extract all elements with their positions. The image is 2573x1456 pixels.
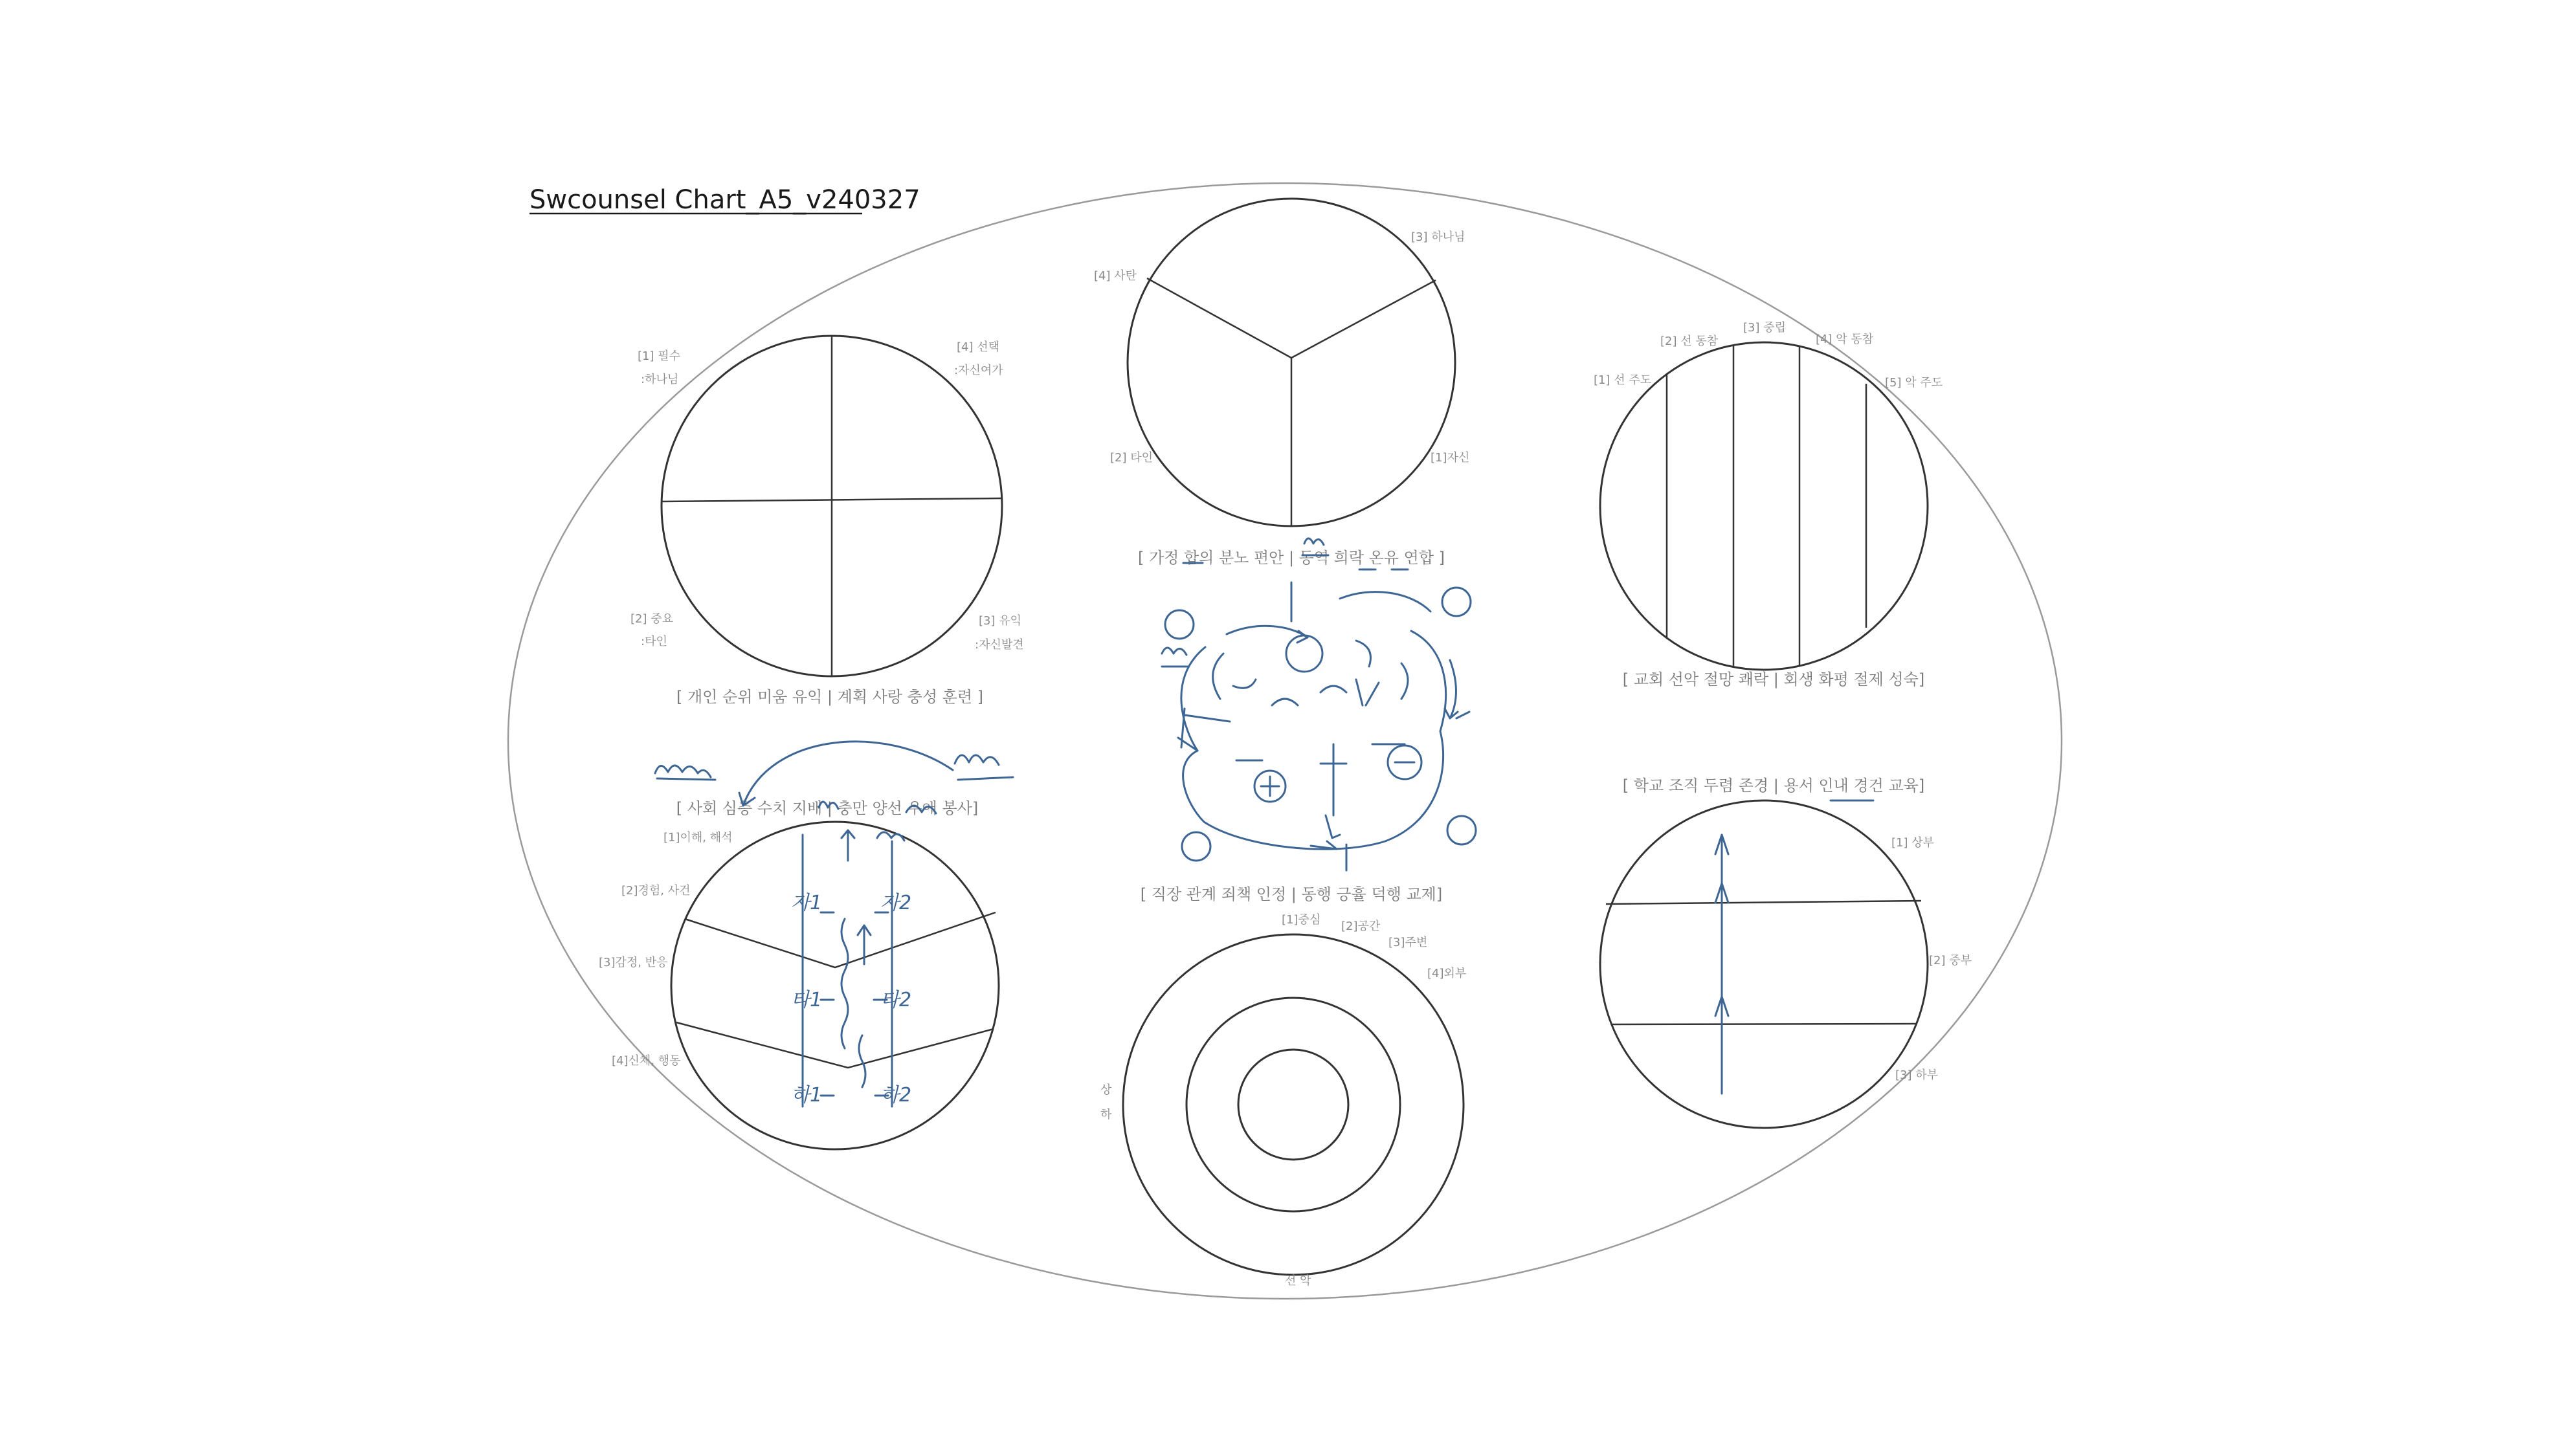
label-center: [1]중심 (1282, 913, 1321, 927)
ink-text-self-1: 자1 (791, 892, 823, 914)
ink-circle-center (1286, 635, 1322, 672)
ink-dashes-center (1236, 744, 1405, 760)
tier-circle (1600, 800, 1928, 1128)
chevron-circle (671, 822, 999, 1149)
label-others: [2] 타인 (1110, 451, 1153, 465)
ink-vertical-arrow (841, 830, 854, 861)
label-god: :하나님 (641, 373, 679, 386)
ink-hook-right (1356, 641, 1408, 699)
ink-bottom-arrow (1311, 841, 1337, 849)
ink-num-circle-3 (1447, 816, 1476, 844)
label-good-participate: [2] 선 동참 (1660, 335, 1719, 348)
label-others: :타인 (641, 635, 667, 648)
ink-num-circle-2 (1182, 832, 1210, 861)
caption-top-left: [ 개인 순위 미움 유익 | 계획 사랑 충성 훈련 ] (676, 688, 984, 706)
label-upper: 상 (1100, 1083, 1112, 1097)
ink-text-other-2: 타2 (880, 989, 912, 1011)
label-evil-participate: [4] 악 동참 (1816, 333, 1874, 346)
ink-plus-sign (1261, 777, 1279, 796)
label-upper-tier: [1] 상부 (1891, 836, 1934, 850)
ink-text-self-2: 자2 (880, 892, 912, 914)
caption-bottom-left: [ 사회 심층 수치 지배 | 충만 양선 우애 봉사] (676, 799, 979, 817)
ink-squiggle-1 (841, 919, 848, 1048)
ink-cross-vertical (1320, 744, 1346, 815)
label-middle-tier: [2] 중부 (1929, 954, 1972, 967)
label-useful: [3] 유익 (979, 614, 1021, 628)
label-important: [2] 중요 (630, 612, 673, 626)
ink-arc-arrow (743, 742, 953, 806)
ink-text-other-1: 타1 (791, 989, 823, 1011)
chart-top-center (1094, 199, 1469, 567)
ink-tick (1326, 815, 1340, 838)
label-good-evil: 선 악 (1285, 1274, 1311, 1288)
label-body: [4]신체, 행동 (612, 1054, 681, 1068)
ink-squiggle-2 (859, 1035, 865, 1087)
chart-bottom-center (1100, 885, 1466, 1288)
label-experience: [2]경험, 사건 (621, 884, 691, 898)
ink-text-low-1: 하1 (791, 1084, 823, 1107)
chevron-divider-lower (676, 1022, 994, 1068)
label-self-discovery: :자신발견 (975, 638, 1024, 652)
label-lower-tier: [3] 하부 (1895, 1068, 1938, 1082)
chart-top-right (1594, 321, 1943, 689)
ring-outer (1123, 934, 1467, 1275)
chart-title: Swcounsel Chart_A5_v240327 (529, 185, 920, 215)
label-good-lead: [1] 선 주도 (1594, 373, 1652, 387)
caption-bottom-center: [ 직장 관계 죄책 인정 | 동행 긍휼 덕행 교제] (1140, 885, 1443, 903)
label-satan: [4] 사탄 (1094, 269, 1137, 283)
band-circle (1600, 342, 1928, 670)
ink-right-arrow (1445, 660, 1458, 718)
label-understanding: [1]이해, 해석 (663, 831, 733, 844)
ink-left-strokes (1178, 715, 1230, 751)
label-choice: [4] 선택 (957, 340, 999, 354)
ink-text-low-2: 하2 (880, 1084, 912, 1107)
ink-small-arcs (1272, 686, 1346, 705)
label-periphery: [3]주변 (1388, 936, 1428, 949)
caption-bottom-right: [ 학교 조직 두렴 존경 | 용서 인내 경건 교육] (1622, 777, 1925, 795)
label-emotion: [3]감정, 반응 (599, 956, 668, 969)
ink-loop (1181, 631, 1446, 849)
ink-scribble-left (655, 766, 715, 780)
ink-hook-left (1213, 654, 1256, 699)
label-space: [2]공간 (1341, 920, 1381, 933)
ink-num-circle-1 (1442, 588, 1471, 616)
ink-num-circle-4 (1165, 610, 1194, 639)
label-self-leisure: :자신여가 (954, 364, 1003, 377)
tier-divider-upper (1606, 901, 1921, 904)
caption-top-center: [ 가정 합의 분노 편안 | 동역 희락 온유 연합 ] (1137, 549, 1445, 567)
chart-bottom-right (1600, 777, 1972, 1128)
caption-top-right: [ 교회 선악 절망 쾌락 | 회생 화평 절제 성숙] (1622, 670, 1925, 689)
sector-divider-right (1291, 280, 1436, 358)
label-evil-lead: [5] 악 주도 (1885, 376, 1943, 390)
outer-ellipse (508, 183, 2062, 1299)
label-god: [3] 하나님 (1411, 230, 1465, 244)
label-essential: [1] 필수 (638, 349, 680, 363)
chevron-divider-upper (685, 912, 996, 967)
label-neutral: [3] 중립 (1743, 321, 1786, 335)
ink-side-strokes (1181, 709, 1469, 747)
ink-scribble-center-left (1162, 648, 1188, 667)
sector-divider-left (1147, 278, 1291, 358)
ink-loop-top (1227, 626, 1308, 637)
ring-inner (1238, 1050, 1348, 1160)
ring-middle (1186, 998, 1400, 1211)
ink-v-mark (1356, 679, 1379, 705)
ink-scribble-right (955, 755, 1013, 780)
ink-scribble-caption-3 (877, 832, 904, 841)
label-self: [1]자신 (1431, 451, 1470, 465)
chart-top-left (630, 336, 1024, 706)
label-outside: [4]외부 (1427, 967, 1467, 980)
ink-upper-arc (1340, 592, 1431, 612)
label-lower: 하 (1100, 1108, 1112, 1121)
